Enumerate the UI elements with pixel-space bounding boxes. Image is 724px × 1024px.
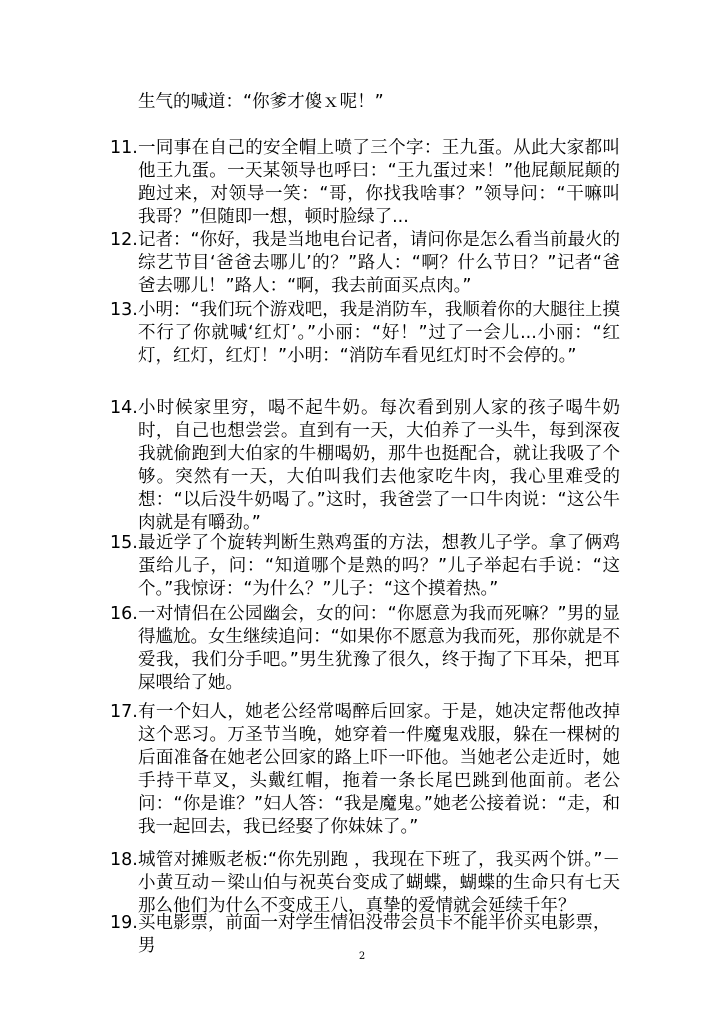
item-number: 13. xyxy=(110,300,138,320)
item-text: 最近学了个旋转判断生熟鸡蛋的方法，想教儿子学。拿了俩鸡蛋给儿子，问：“知道哪个是熟的吗？”儿子举起右手说：“这个。”我惊讶：“为什么？”儿子：“这个摸着热。” xyxy=(138,533,620,599)
continuation-text: 生气的喊道：“你爹才傻ｘ呢！” xyxy=(138,92,384,112)
item-text: 有一个妇人，她老公经常喝醉后回家。于是，她决定帮他改掉这个恶习。万圣节当晚，她穿着一件魔鬼戏服，躲在一棵树的后面准备在她老公回家的路上吓一吓他。当她老公走近时，她手持干草叉，头戴红帽，拖着一条长尾巴跳到他面前。老公问：“你是谁？”妇人答：“我是魔鬼。”她老公接着说：“走，和我一起回去，我已经娶了你妹妹了。” xyxy=(138,702,620,837)
item-number: 19. xyxy=(110,913,138,933)
page-number: 2 xyxy=(358,951,366,962)
item-text: 小明：“我们玩个游戏吧，我是消防车，我顺着你的大腿往上摸不行了你就喊‘红灯’。”小丽：“好！”过了一会儿...小丽：“红灯，红灯，红灯！”小明：“消防车看见红灯时不会停的。” xyxy=(138,300,620,366)
item-number: 14. xyxy=(110,398,138,418)
item-number: 17. xyxy=(110,702,138,722)
item-text: 一对情侣在公园幽会，女的问：“你愿意为我而死嘛？”男的显得尴尬。女生继续追问：“如果你不愿意为我而死，那你就是不爱我，我们分手吧。”男生犹豫了很久，终于掏了下耳朵，把耳屎喂给了她。 xyxy=(138,604,620,693)
item-number: 16. xyxy=(110,604,138,624)
item-text: 一同事在自己的安全帽上喷了三个字：王九蛋。从此大家都叫他王九蛋。一天某领导也呼曰：“王九蛋过来！”他屁颠屁颠的跑过来，对领导一笑：“哥，你找我啥事？”领导问：“干嘛叫我哥？”但随即一想，顿时脸绿了... xyxy=(138,138,620,227)
item-text: 小时候家里穷，喝不起牛奶。每次看到别人家的孩子喝牛奶时，自己也想尝尝。直到有一天，大伯养了一头牛，每到深夜我就偷跑到大伯家的牛棚喝奶，那牛也挺配合，就让我吸了个够。突然有一天，大伯叫我们去他家吃牛肉，我心里难受的想：“以后没牛奶喝了。”这时，我爸尝了一口牛肉说：“这公牛肉就是有嚼劲。” xyxy=(138,398,620,533)
item-text: 记者：“你好，我是当地电台记者，请问你是怎么看当前最火的综艺节目‘爸爸去哪儿’的？”路人：“啊？什么节日？”记者“爸爸去哪儿！”路人：“啊，我去前面买点肉。” xyxy=(138,230,620,296)
item-number: 11. xyxy=(110,138,138,158)
item-number: 12. xyxy=(110,230,138,250)
item-text: 买电影票，前面一对学生情侣没带会员卡不能半价买电影票，男 xyxy=(138,913,611,956)
item-text: 城管对摊贩老板:“你先别跑 ，我现在下班了，我买两个饼。”－小黄互动－梁山伯与祝英台变成了蝴蝶，蝴蝶的生命只有七天那么他们为什么不变成王八，真挚的爱情就会延续千年？ xyxy=(138,850,620,916)
item-number: 18. xyxy=(110,850,138,870)
item-number: 15. xyxy=(110,533,138,553)
